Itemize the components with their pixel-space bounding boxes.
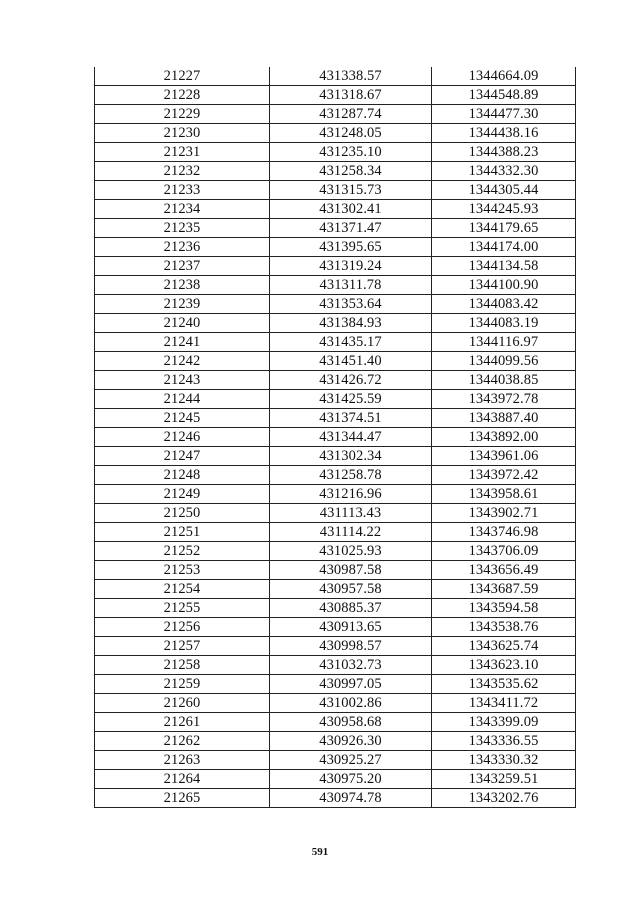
x-coordinate-cell: 430998.57 [270, 637, 432, 656]
x-coordinate-cell: 431025.93 [270, 542, 432, 561]
point-id-cell: 21239 [95, 295, 270, 314]
y-coordinate-cell: 1344179.65 [432, 219, 576, 238]
x-coordinate-cell: 431318.67 [270, 86, 432, 105]
point-id-cell: 21261 [95, 713, 270, 732]
y-coordinate-cell: 1344664.09 [432, 67, 576, 86]
table-row [95, 86, 576, 105]
y-coordinate-cell: 1344332.30 [432, 162, 576, 181]
point-id-cell: 21237 [95, 257, 270, 276]
table-row [95, 105, 576, 124]
point-id-cell: 21236 [95, 238, 270, 257]
x-coordinate-cell: 431114.22 [270, 523, 432, 542]
point-id-cell: 21259 [95, 675, 270, 694]
y-coordinate-cell: 1343259.51 [432, 770, 576, 789]
table-row [95, 257, 576, 276]
y-coordinate-cell: 1344305.44 [432, 181, 576, 200]
table-row [95, 675, 576, 694]
x-coordinate-cell: 430974.78 [270, 789, 432, 808]
table-row [95, 390, 576, 409]
y-coordinate-cell: 1343411.72 [432, 694, 576, 713]
table-row [95, 143, 576, 162]
y-coordinate-cell: 1344438.16 [432, 124, 576, 143]
x-coordinate-cell: 431338.57 [270, 67, 432, 86]
y-coordinate-cell: 1344477.30 [432, 105, 576, 124]
point-id-cell: 21250 [95, 504, 270, 523]
table-row [95, 219, 576, 238]
x-coordinate-cell: 431371.47 [270, 219, 432, 238]
x-coordinate-cell: 430913.65 [270, 618, 432, 637]
point-id-cell: 21256 [95, 618, 270, 637]
x-coordinate-cell: 431353.64 [270, 295, 432, 314]
y-coordinate-cell: 1344083.42 [432, 295, 576, 314]
x-coordinate-cell: 430926.30 [270, 732, 432, 751]
y-coordinate-cell: 1343330.32 [432, 751, 576, 770]
x-coordinate-cell: 430987.58 [270, 561, 432, 580]
point-id-cell: 21263 [95, 751, 270, 770]
y-coordinate-cell: 1344134.58 [432, 257, 576, 276]
y-coordinate-cell: 1343892.00 [432, 428, 576, 447]
x-coordinate-cell: 431302.41 [270, 200, 432, 219]
x-coordinate-cell: 431311.78 [270, 276, 432, 295]
y-coordinate-cell: 1344038.85 [432, 371, 576, 390]
table-row [95, 770, 576, 789]
table-row [95, 200, 576, 219]
point-id-cell: 21230 [95, 124, 270, 143]
point-id-cell: 21247 [95, 447, 270, 466]
x-coordinate-cell: 431395.65 [270, 238, 432, 257]
x-coordinate-cell: 431248.05 [270, 124, 432, 143]
table-row [95, 466, 576, 485]
table-row [95, 789, 576, 808]
table-row [95, 428, 576, 447]
x-coordinate-cell: 431113.43 [270, 504, 432, 523]
x-coordinate-cell: 431258.34 [270, 162, 432, 181]
y-coordinate-cell: 1343656.49 [432, 561, 576, 580]
point-id-cell: 21229 [95, 105, 270, 124]
y-coordinate-cell: 1344100.90 [432, 276, 576, 295]
x-coordinate-cell: 430997.05 [270, 675, 432, 694]
x-coordinate-cell: 431344.47 [270, 428, 432, 447]
point-id-cell: 21253 [95, 561, 270, 580]
y-coordinate-cell: 1343625.74 [432, 637, 576, 656]
x-coordinate-cell: 431235.10 [270, 143, 432, 162]
point-id-cell: 21258 [95, 656, 270, 675]
y-coordinate-cell: 1343961.06 [432, 447, 576, 466]
x-coordinate-cell: 430957.58 [270, 580, 432, 599]
y-coordinate-cell: 1343706.09 [432, 542, 576, 561]
y-coordinate-cell: 1344116.97 [432, 333, 576, 352]
point-id-cell: 21255 [95, 599, 270, 618]
point-id-cell: 21262 [95, 732, 270, 751]
y-coordinate-cell: 1344388.23 [432, 143, 576, 162]
point-id-cell: 21243 [95, 371, 270, 390]
point-id-cell: 21251 [95, 523, 270, 542]
x-coordinate-cell: 431384.93 [270, 314, 432, 333]
x-coordinate-cell: 431425.59 [270, 390, 432, 409]
coordinate-table [94, 67, 576, 808]
table-row [95, 162, 576, 181]
point-id-cell: 21249 [95, 485, 270, 504]
table-row [95, 580, 576, 599]
table-row [95, 618, 576, 637]
x-coordinate-cell: 431002.86 [270, 694, 432, 713]
table-row [95, 124, 576, 143]
table-row [95, 504, 576, 523]
table-row [95, 713, 576, 732]
coordinate-table-body [95, 67, 576, 808]
y-coordinate-cell: 1343594.58 [432, 599, 576, 618]
table-row [95, 447, 576, 466]
y-coordinate-cell: 1343202.76 [432, 789, 576, 808]
point-id-cell: 21231 [95, 143, 270, 162]
point-id-cell: 21240 [95, 314, 270, 333]
y-coordinate-cell: 1344548.89 [432, 86, 576, 105]
point-id-cell: 21254 [95, 580, 270, 599]
y-coordinate-cell: 1343972.78 [432, 390, 576, 409]
table-row [95, 732, 576, 751]
x-coordinate-cell: 431374.51 [270, 409, 432, 428]
table-row [95, 238, 576, 257]
y-coordinate-cell: 1343972.42 [432, 466, 576, 485]
x-coordinate-cell: 431258.78 [270, 466, 432, 485]
x-coordinate-cell: 431426.72 [270, 371, 432, 390]
x-coordinate-cell: 431315.73 [270, 181, 432, 200]
y-coordinate-cell: 1343399.09 [432, 713, 576, 732]
y-coordinate-cell: 1343687.59 [432, 580, 576, 599]
point-id-cell: 21228 [95, 86, 270, 105]
point-id-cell: 21260 [95, 694, 270, 713]
y-coordinate-cell: 1344245.93 [432, 200, 576, 219]
y-coordinate-cell: 1344174.00 [432, 238, 576, 257]
table-row [95, 276, 576, 295]
point-id-cell: 21238 [95, 276, 270, 295]
point-id-cell: 21265 [95, 789, 270, 808]
table-row [95, 371, 576, 390]
point-id-cell: 21252 [95, 542, 270, 561]
page-number: 591 [311, 846, 329, 858]
table-row [95, 333, 576, 352]
y-coordinate-cell: 1343623.10 [432, 656, 576, 675]
x-coordinate-cell: 431216.96 [270, 485, 432, 504]
table-row [95, 67, 576, 86]
x-coordinate-cell: 431032.73 [270, 656, 432, 675]
y-coordinate-cell: 1343902.71 [432, 504, 576, 523]
y-coordinate-cell: 1344083.19 [432, 314, 576, 333]
y-coordinate-cell: 1344099.56 [432, 352, 576, 371]
table-row [95, 295, 576, 314]
point-id-cell: 21246 [95, 428, 270, 447]
x-coordinate-cell: 431435.17 [270, 333, 432, 352]
y-coordinate-cell: 1343958.61 [432, 485, 576, 504]
x-coordinate-cell: 430975.20 [270, 770, 432, 789]
x-coordinate-cell: 430958.68 [270, 713, 432, 732]
x-coordinate-cell: 431451.40 [270, 352, 432, 371]
x-coordinate-cell: 430925.27 [270, 751, 432, 770]
point-id-cell: 21232 [95, 162, 270, 181]
point-id-cell: 21257 [95, 637, 270, 656]
table-row [95, 599, 576, 618]
point-id-cell: 21242 [95, 352, 270, 371]
x-coordinate-cell: 430885.37 [270, 599, 432, 618]
table-row [95, 485, 576, 504]
table-row [95, 314, 576, 333]
point-id-cell: 21235 [95, 219, 270, 238]
y-coordinate-cell: 1343535.62 [432, 675, 576, 694]
table-row [95, 637, 576, 656]
table-row [95, 181, 576, 200]
y-coordinate-cell: 1343887.40 [432, 409, 576, 428]
y-coordinate-cell: 1343746.98 [432, 523, 576, 542]
point-id-cell: 21264 [95, 770, 270, 789]
point-id-cell: 21233 [95, 181, 270, 200]
point-id-cell: 21244 [95, 390, 270, 409]
y-coordinate-cell: 1343538.76 [432, 618, 576, 637]
x-coordinate-cell: 431302.34 [270, 447, 432, 466]
x-coordinate-cell: 431319.24 [270, 257, 432, 276]
x-coordinate-cell: 431287.74 [270, 105, 432, 124]
table-row [95, 409, 576, 428]
y-coordinate-cell: 1343336.55 [432, 732, 576, 751]
table-row [95, 542, 576, 561]
table-row [95, 561, 576, 580]
point-id-cell: 21241 [95, 333, 270, 352]
table-row [95, 694, 576, 713]
table-row [95, 751, 576, 770]
point-id-cell: 21245 [95, 409, 270, 428]
table-row [95, 352, 576, 371]
point-id-cell: 21227 [95, 67, 270, 86]
table-row [95, 656, 576, 675]
point-id-cell: 21248 [95, 466, 270, 485]
point-id-cell: 21234 [95, 200, 270, 219]
table-row [95, 523, 576, 542]
